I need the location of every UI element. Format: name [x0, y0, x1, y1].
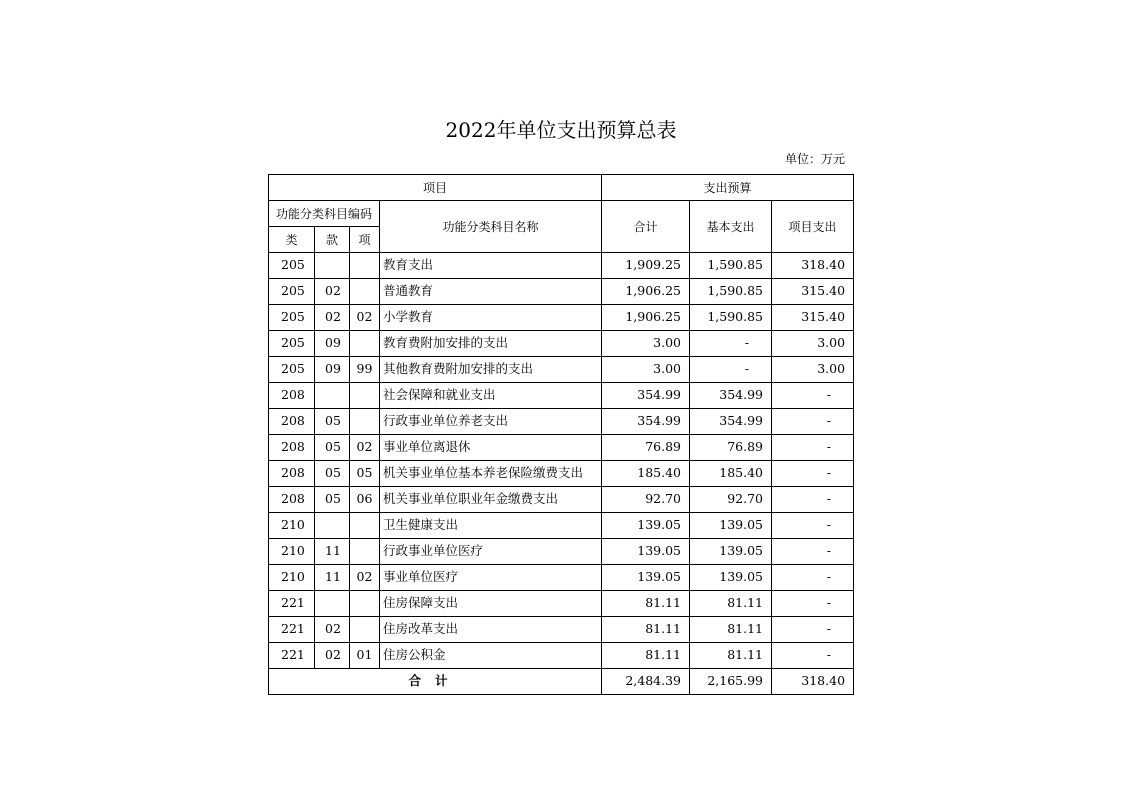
cell-kuan [315, 383, 350, 409]
cell-name: 机关事业单位职业年金缴费支出 [380, 487, 602, 513]
cell-kuan: 11 [315, 539, 350, 565]
cell-total: 92.70 [602, 487, 690, 513]
cell-basic: 81.11 [690, 617, 772, 643]
cell-lei: 221 [269, 617, 315, 643]
cell-project: 3.00 [772, 357, 854, 383]
cell-lei: 205 [269, 279, 315, 305]
cell-lei: 205 [269, 305, 315, 331]
cell-xiang [350, 513, 380, 539]
table-row [269, 539, 854, 565]
header-xiang: 项 [350, 227, 380, 253]
cell-kuan: 05 [315, 461, 350, 487]
cell-basic: 139.05 [690, 539, 772, 565]
cell-basic: 139.05 [690, 565, 772, 591]
cell-project: - [772, 409, 854, 435]
cell-kuan [315, 513, 350, 539]
cell-kuan: 05 [315, 409, 350, 435]
cell-project: - [772, 591, 854, 617]
cell-basic: 81.11 [690, 643, 772, 669]
cell-name: 卫生健康支出 [380, 513, 602, 539]
cell-xiang [350, 279, 380, 305]
table-row [269, 461, 854, 487]
cell-basic: 185.40 [690, 461, 772, 487]
cell-total: 81.11 [602, 591, 690, 617]
header-name: 功能分类科目名称 [380, 201, 602, 253]
table-row [269, 383, 854, 409]
cell-total: 3.00 [602, 331, 690, 357]
cell-project: - [772, 565, 854, 591]
cell-kuan: 02 [315, 279, 350, 305]
cell-name: 住房保障支出 [380, 591, 602, 617]
cell-project: - [772, 617, 854, 643]
table-row [269, 409, 854, 435]
cell-total: 81.11 [602, 617, 690, 643]
cell-total: 354.99 [602, 383, 690, 409]
table-row [269, 435, 854, 461]
page-title: 2022年单位支出预算总表 [445, 118, 677, 142]
cell-total: 81.11 [602, 643, 690, 669]
header-project-exp: 项目支出 [772, 201, 854, 253]
budget-table [268, 174, 854, 695]
total-label [269, 669, 602, 695]
cell-project: 3.00 [772, 331, 854, 357]
cell-name: 其他教育费附加安排的支出 [380, 357, 602, 383]
cell-total: 139.05 [602, 539, 690, 565]
cell-basic: 81.11 [690, 591, 772, 617]
cell-xiang [350, 383, 380, 409]
cell-total: 3.00 [602, 357, 690, 383]
cell-lei: 221 [269, 591, 315, 617]
cell-name: 事业单位离退休 [380, 435, 602, 461]
table-row [269, 331, 854, 357]
cell-name: 社会保障和就业支出 [380, 383, 602, 409]
header-kuan: 款 [315, 227, 350, 253]
cell-lei: 205 [269, 357, 315, 383]
header-basic: 基本支出 [690, 201, 772, 253]
cell-name: 行政事业单位医疗 [380, 539, 602, 565]
cell-name: 行政事业单位养老支出 [380, 409, 602, 435]
cell-lei: 208 [269, 435, 315, 461]
cell-total: 1,906.25 [602, 305, 690, 331]
cell-total: 1,909.25 [602, 253, 690, 279]
table-row [269, 513, 854, 539]
cell-name: 事业单位医疗 [380, 565, 602, 591]
total-row [269, 669, 854, 695]
table-row [269, 617, 854, 643]
cell-lei: 208 [269, 383, 315, 409]
cell-kuan: 05 [315, 435, 350, 461]
cell-project: - [772, 513, 854, 539]
cell-total: 354.99 [602, 409, 690, 435]
cell-project: - [772, 383, 854, 409]
header-lei: 类 [269, 227, 315, 253]
cell-project: - [772, 461, 854, 487]
cell-lei: 210 [269, 539, 315, 565]
cell-project: 318.40 [772, 253, 854, 279]
cell-xiang: 06 [350, 487, 380, 513]
cell-total: 139.05 [602, 565, 690, 591]
cell-project: - [772, 643, 854, 669]
cell-basic: 1,590.85 [690, 253, 772, 279]
header-project: 项目 [269, 175, 602, 201]
cell-kuan: 02 [315, 617, 350, 643]
cell-project: 315.40 [772, 305, 854, 331]
cell-name: 教育支出 [380, 253, 602, 279]
cell-basic: 139.05 [690, 513, 772, 539]
cell-lei: 210 [269, 513, 315, 539]
cell-kuan: 09 [315, 357, 350, 383]
cell-basic: - [690, 331, 772, 357]
cell-xiang: 99 [350, 357, 380, 383]
cell-total: 76.89 [602, 435, 690, 461]
cell-xiang: 02 [350, 305, 380, 331]
header-budget: 支出预算 [602, 175, 854, 201]
cell-name: 机关事业单位基本养老保险缴费支出 [380, 461, 602, 487]
header-code-group: 功能分类科目编码 [269, 201, 380, 227]
cell-basic: 1,590.85 [690, 279, 772, 305]
cell-xiang: 02 [350, 435, 380, 461]
cell-name: 普通教育 [380, 279, 602, 305]
cell-kuan: 02 [315, 305, 350, 331]
cell-basic: 1,590.85 [690, 305, 772, 331]
total-sum: 2,484.39 [602, 669, 690, 695]
cell-name: 住房公积金 [380, 643, 602, 669]
cell-kuan [315, 253, 350, 279]
cell-lei: 205 [269, 331, 315, 357]
cell-total: 1,906.25 [602, 279, 690, 305]
cell-basic: 92.70 [690, 487, 772, 513]
cell-lei: 208 [269, 461, 315, 487]
table-row [269, 357, 854, 383]
table-row [269, 565, 854, 591]
cell-xiang [350, 253, 380, 279]
cell-kuan: 09 [315, 331, 350, 357]
cell-basic: 354.99 [690, 409, 772, 435]
table-row [269, 253, 854, 279]
table-row [269, 305, 854, 331]
basic-sum: 2,165.99 [690, 669, 772, 695]
cell-xiang [350, 591, 380, 617]
cell-xiang: 05 [350, 461, 380, 487]
cell-name: 小学教育 [380, 305, 602, 331]
table-row [269, 487, 854, 513]
total-label-text: 合计 [408, 673, 462, 689]
cell-basic: 76.89 [690, 435, 772, 461]
cell-kuan: 11 [315, 565, 350, 591]
cell-total: 185.40 [602, 461, 690, 487]
cell-project: - [772, 539, 854, 565]
cell-name: 住房改革支出 [380, 617, 602, 643]
table-row [269, 279, 854, 305]
table-row [269, 643, 854, 669]
cell-basic: - [690, 357, 772, 383]
table-row [269, 591, 854, 617]
cell-lei: 208 [269, 487, 315, 513]
cell-lei: 210 [269, 565, 315, 591]
cell-total: 139.05 [602, 513, 690, 539]
cell-kuan: 05 [315, 487, 350, 513]
cell-xiang: 01 [350, 643, 380, 669]
cell-xiang [350, 539, 380, 565]
project-sum: 318.40 [772, 669, 854, 695]
cell-project: - [772, 487, 854, 513]
cell-lei: 205 [269, 253, 315, 279]
cell-name: 教育费附加安排的支出 [380, 331, 602, 357]
cell-project: 315.40 [772, 279, 854, 305]
cell-xiang [350, 409, 380, 435]
header-total: 合计 [602, 201, 690, 253]
unit-label: 单位：万元 [784, 152, 845, 166]
cell-basic: 354.99 [690, 383, 772, 409]
cell-project: - [772, 435, 854, 461]
cell-xiang: 02 [350, 565, 380, 591]
cell-lei: 208 [269, 409, 315, 435]
cell-xiang [350, 617, 380, 643]
cell-kuan [315, 591, 350, 617]
cell-kuan: 02 [315, 643, 350, 669]
cell-xiang [350, 331, 380, 357]
cell-lei: 221 [269, 643, 315, 669]
